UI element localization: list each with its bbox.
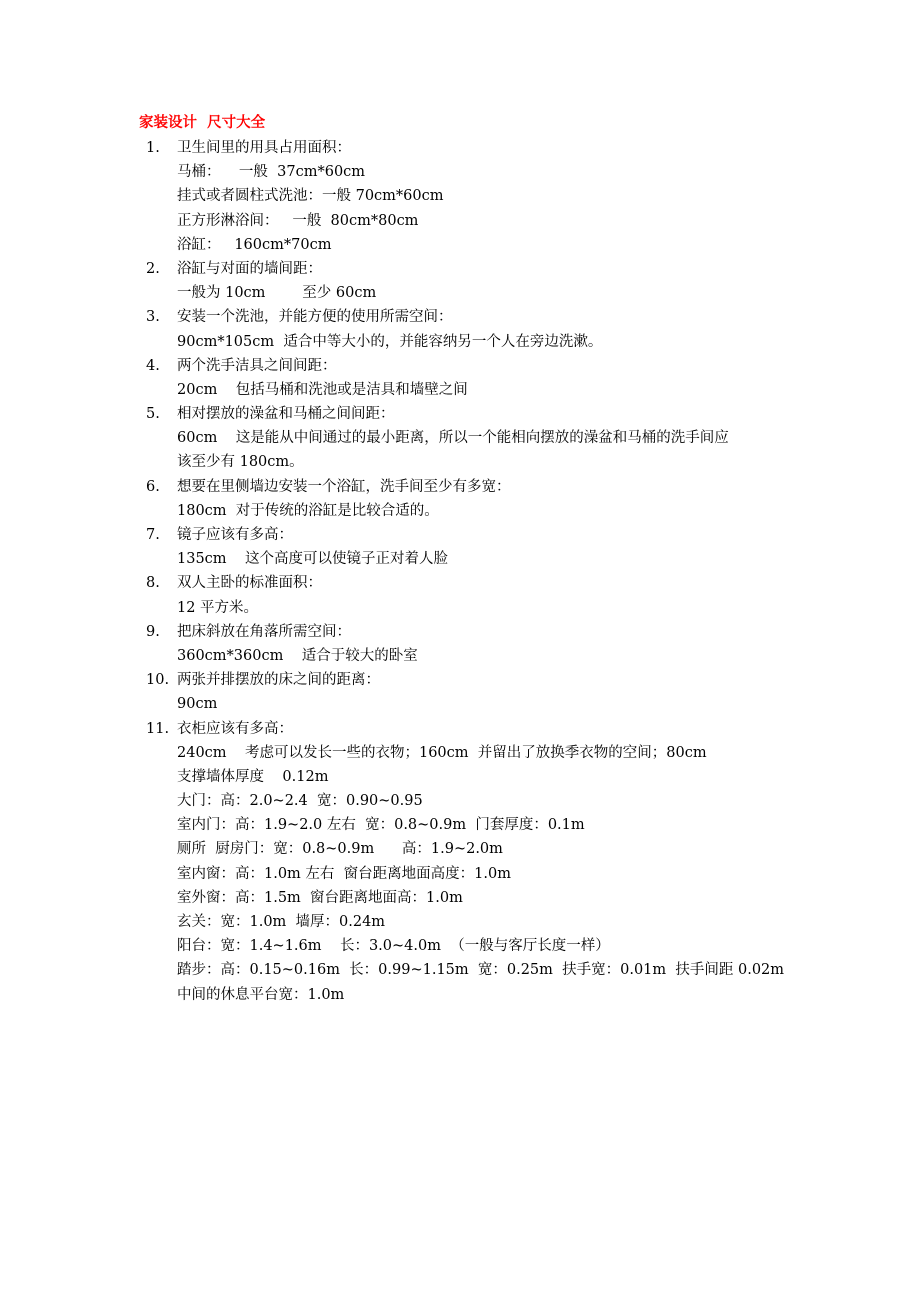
item-question: 两张并排摆放的床之间的距离：: [177, 672, 380, 689]
document-title: 家装设计 尺寸大全: [139, 115, 266, 131]
item-detail-line: 90cm*105cm 适合中等大小的，并能容纳另一个人在旁边洗漱。: [177, 333, 603, 350]
item-number: 6.: [146, 478, 160, 495]
item-detail-line: 正方形淋浴间： 一般 80cm*80cm: [177, 212, 419, 229]
item-detail-line: 60cm 这是能从中间通过的最小距离，所以一个能相向摆放的澡盆和马桶的洗手间应: [177, 430, 729, 447]
list-item: [0, 475, 920, 523]
item-number: 1.: [146, 140, 160, 156]
item-detail-line: 马桶： 一般 37cm*60cm: [177, 164, 366, 181]
item-question: 想要在里侧墙边安装一个浴缸，洗手间至少有多宽：: [177, 478, 511, 495]
item-detail-line: 室内窗：高：1.0m 左右 窗台距离地面高度：1.0m: [177, 865, 511, 882]
item-question: 安装一个洗池，并能方便的使用所需空间：: [177, 309, 453, 326]
list-item: [0, 620, 920, 668]
item-question: 镜子应该有多高：: [177, 527, 293, 543]
item-number: 7.: [146, 527, 160, 543]
item-detail-line: 浴缸： 160cm*70cm: [177, 236, 332, 253]
item-detail-line: 20cm 包括马桶和洗池或是洁具和墙壁之间: [177, 381, 468, 398]
item-detail-line: 踏步：高：0.15~0.16m 长：0.99~1.15m 宽：0.25m 扶手宽：0.01m 扶手间距 0.02m: [177, 962, 785, 979]
item-number: 3.: [146, 309, 160, 326]
item-detail-line: 室外窗：高：1.5m 窗台距离地面高：1.0m: [177, 889, 463, 906]
list-item: [0, 668, 920, 716]
list-item: [0, 717, 920, 1007]
item-detail-line: 大门：高：2.0~2.4 宽：0.90~0.95: [177, 793, 423, 810]
list-item: [0, 136, 920, 257]
item-detail-line: 90cm: [177, 696, 218, 713]
item-question: 浴缸与对面的墙间距：: [177, 260, 322, 277]
item-question: 衣柜应该有多高：: [177, 720, 293, 737]
item-detail-line: 厕所 厨房门：宽：0.8~0.9m 高：1.9~2.0m: [177, 841, 503, 858]
item-number: 2.: [146, 260, 160, 277]
item-number: 8.: [146, 575, 160, 592]
list-item: [0, 257, 920, 305]
item-detail-line: 挂式或者圆柱式洗池：一般 70cm*60cm: [177, 188, 444, 205]
item-question: 卫生间里的用具占用面积：: [177, 140, 351, 156]
item-question: 两个洗手洁具之间间距：: [177, 357, 337, 374]
item-detail-line: 该至少有 180cm。: [177, 454, 304, 471]
item-detail-line: 中间的休息平台宽：1.0m: [177, 986, 345, 1003]
item-detail-line: 支撑墙体厚度 0.12m: [177, 768, 329, 785]
item-detail-line: 一般为 10cm 至少 60cm: [177, 285, 377, 302]
item-detail-line: 360cm*360cm 适合于较大的卧室: [177, 647, 418, 664]
item-detail-line: 玄关：宽：1.0m 墙厚：0.24m: [177, 914, 386, 930]
list-item: [0, 354, 920, 402]
dimension-list: [0, 136, 920, 1007]
item-number: 11.: [146, 720, 170, 737]
item-detail-line: 180cm 对于传统的浴缸是比较合适的。: [177, 502, 439, 519]
item-detail-line: 240cm 考虑可以发长一些的衣物；160cm 并留出了放换季衣物的空间；80cm: [177, 744, 707, 761]
list-item: [0, 402, 920, 475]
item-detail-line: 室内门：高：1.9~2.0 左右 宽：0.8~0.9m 门套厚度：0.1m: [177, 817, 585, 834]
list-item: [0, 305, 920, 353]
item-detail-line: 12 平方米。: [177, 599, 259, 616]
list-item: [0, 571, 920, 619]
item-question: 双人主卧的标准面积：: [177, 575, 322, 592]
item-detail-line: 135cm 这个高度可以使镜子正对着人脸: [177, 551, 448, 568]
item-detail-line: 阳台：宽：1.4~1.6m 长：3.0~4.0m （一般与客厅长度一样）: [177, 938, 610, 955]
item-number: 10.: [146, 672, 170, 689]
item-number: 9.: [146, 623, 160, 640]
item-question: 把床斜放在角落所需空间：: [177, 623, 351, 640]
item-number: 5.: [146, 406, 160, 423]
item-number: 4.: [146, 357, 160, 374]
list-item: [0, 523, 920, 571]
item-question: 相对摆放的澡盆和马桶之间间距：: [177, 406, 395, 423]
